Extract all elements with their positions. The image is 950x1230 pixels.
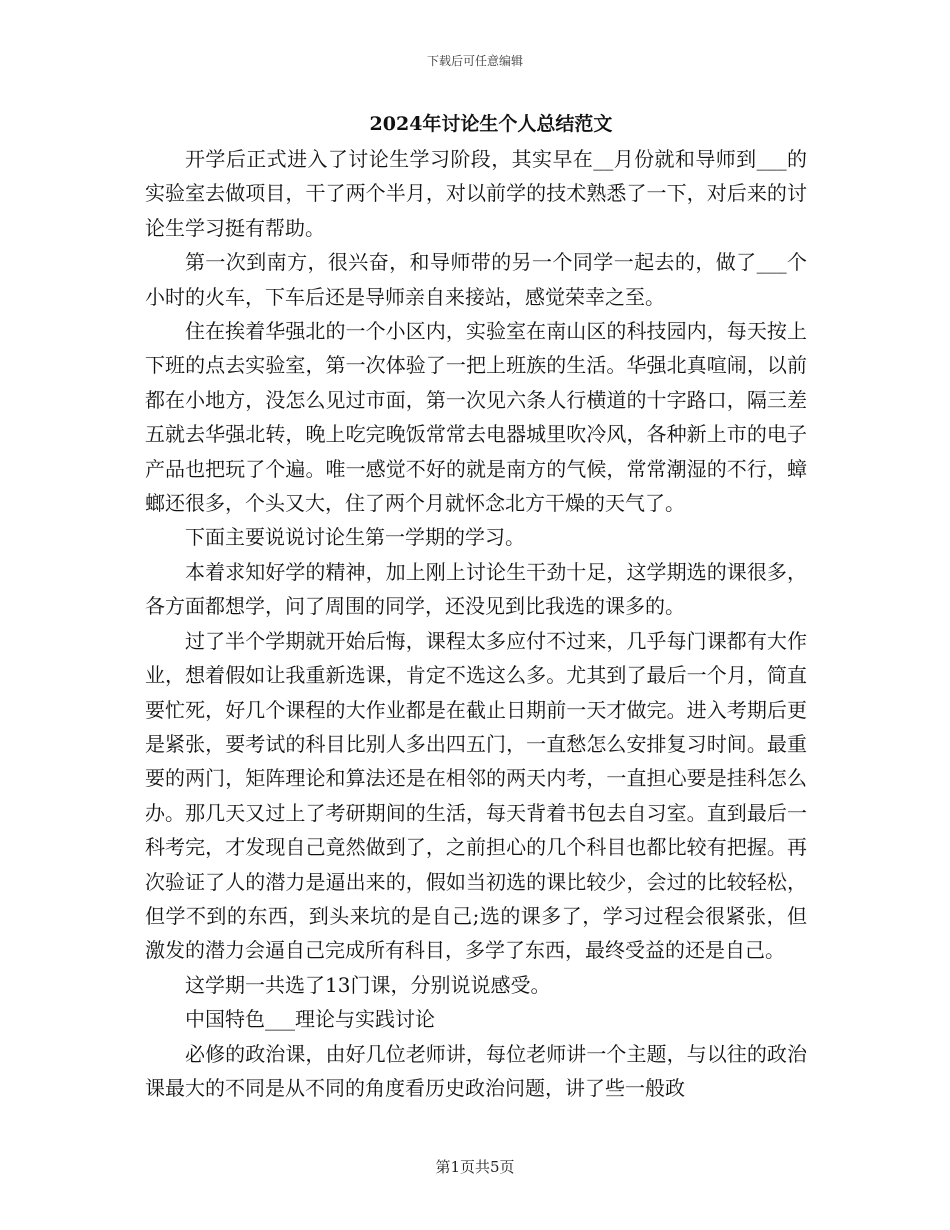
document-title: 2024年讨论生个人总结范文	[369, 113, 613, 135]
paragraph-3: 住在挨着华强北的一个小区内，实验室在南山区的科技园内，每天按上下班的点去实验室，第一次体验了一把上班族的生活。华强北真喧闹，以前都在小地方，没怎么见过市面，第一次见六条人行横道的十字路口，隔三差五就去华强北转，晚上吃完晚饭常常去电器城里吹冷风，各种新上市的电子产品也把玩了个遍。唯一感觉不好的就是南方的气候，常常潮湿的不行，蟑螂还很多，个头又大，住了两个月就怀念北方干燥的天气了。	[145, 319, 807, 516]
paragraph-5: 本着求知好学的精神，加上刚上讨论生干劲十足，这学期选的课很多，各方面都想学，问了周围的同学，还没见到比我选的课多的。	[145, 559, 807, 619]
paragraph-6: 过了半个学期就开始后悔，课程太多应付不过来，几乎每门课都有大作业，想着假如让我重新选课，肯定不选这么多。尤其到了最后一个月，简直要忙死，好几个课程的大作业都是在截止日期前一天才做完。进入考期后更是紧张，要考试的科目比别人多出四五门，一直愁怎么安排复习时间。最重要的两门，矩阵理论和算法还是在相邻的两天内考，一直担心要是挂科怎么办。那几天又过上了考研期间的生活，每天背着书包去自习室。直到最后一科考完，才发现自己竟然做到了，之前担心的几个科目也都比较有把握。再次验证了人的潜力是逼出来的，假如当初选的课比较少，会过的比较轻松，但学不到的东西，到头来坑的是自己;选的课多了，学习过程会很紧张，但激发的潜力会逼自己完成所有科目，多学了东西，最终受益的还是自己。	[145, 628, 807, 963]
header-note: 下载后可任意编辑	[426, 54, 523, 68]
paragraph-7: 这学期一共选了13门课，分别说说感受。	[185, 972, 551, 997]
paragraph-4: 下面主要说说讨论生第一学期的学习。	[185, 525, 525, 550]
paragraph-2: 第一次到南方，很兴奋，和导师带的另一个同学一起去的，做了___个小时的火车，下车后还是导师亲自来接站，感觉荣幸之至。	[145, 250, 807, 309]
document-body	[145, 106, 807, 1105]
section-heading: 中国特色___理论与实践讨论	[185, 1007, 435, 1032]
paragraph-8: 必修的政治课，由好几位老师讲，每位老师讲一个主题，与以往的政治课最大的不同是从不同的角度看历史政治问题，讲了些一般政	[145, 1041, 807, 1100]
page-number: 第1页共5页	[435, 1158, 515, 1176]
paragraph-1: 开学后正式进入了讨论生学习阶段，其实早在__月份就和导师到___的实验室去做项目，干了两个半月，对以前学的技术熟悉了一下，对后来的讨论生学习挺有帮助。	[145, 147, 807, 240]
